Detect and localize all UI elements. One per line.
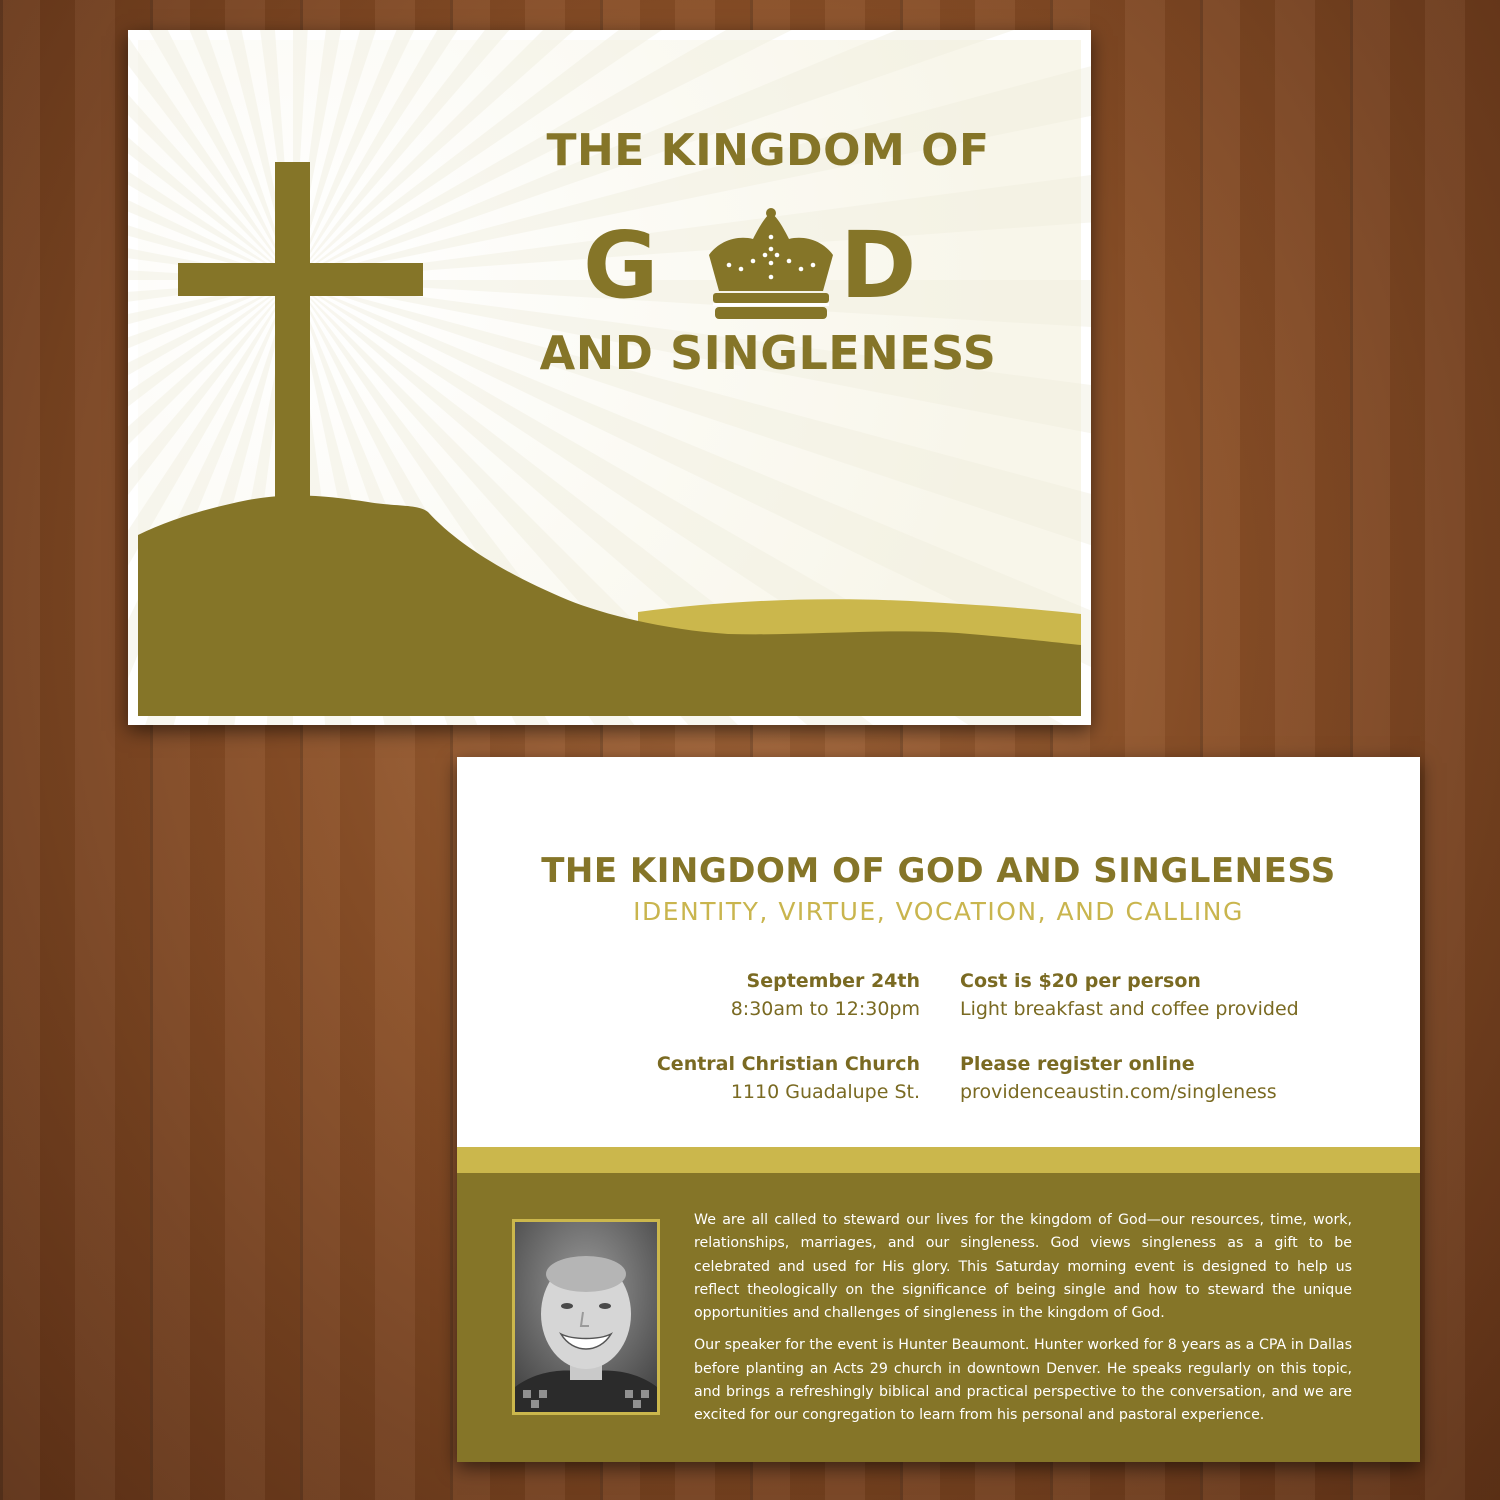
back-title: THE KINGDOM OF GOD AND SINGLENESS (541, 851, 1336, 891)
front-title-god-d: D (840, 212, 917, 319)
event-cost-block (960, 967, 1299, 1023)
description-paragraph-2: Our speaker for the event is Hunter Beaumont. Hunter worked for 8 years as a CPA in Dallas before planting an Acts 29 church in downtown Denver. He speaks regularly on this topic, and brings a refreshingly biblical and practical perspective to the conversation, and we are excited for our congregation to learn from his personal and pastoral experience. (694, 1337, 1352, 1424)
event-description (694, 1209, 1352, 1437)
front-title-line1: THE KINGDOM OF (546, 125, 990, 176)
event-time: 8:30am to 12:30pm (730, 998, 920, 1020)
event-venue: Central Christian Church (656, 1053, 920, 1075)
front-title-god-g: G (583, 212, 659, 319)
event-address: 1110 Guadalupe St. (730, 1081, 920, 1103)
event-register-block (960, 1050, 1277, 1106)
event-cost: Cost is $20 per person (960, 970, 1201, 992)
event-venue-block (657, 1050, 920, 1106)
event-url: providenceaustin.com/singleness (960, 1081, 1277, 1103)
front-card (128, 30, 1091, 725)
description-paragraph-1: We are all called to steward our lives for the kingdom of God—our resources, time, work, relationships, marriages, and our singleness. God views singleness as a gift to be celebrated and used for His glory. This Saturday morning event is designed to help us reflect theologically on the significance of being single and how to steward the unique opportunities and challenges of singleness in the kingdom of God. (694, 1212, 1352, 1322)
event-register: Please register online (960, 1053, 1195, 1075)
back-subtitle: IDENTITY, VIRTUE, VOCATION, AND CALLING (633, 897, 1244, 926)
event-date-block (731, 967, 920, 1023)
back-card (457, 757, 1420, 1462)
front-title-line3: AND SINGLENESS (539, 326, 997, 380)
event-date: September 24th (746, 970, 920, 992)
event-cost-note: Light breakfast and coffee provided (960, 998, 1299, 1020)
speaker-photo (512, 1219, 660, 1415)
gold-stripe (457, 1147, 1420, 1173)
